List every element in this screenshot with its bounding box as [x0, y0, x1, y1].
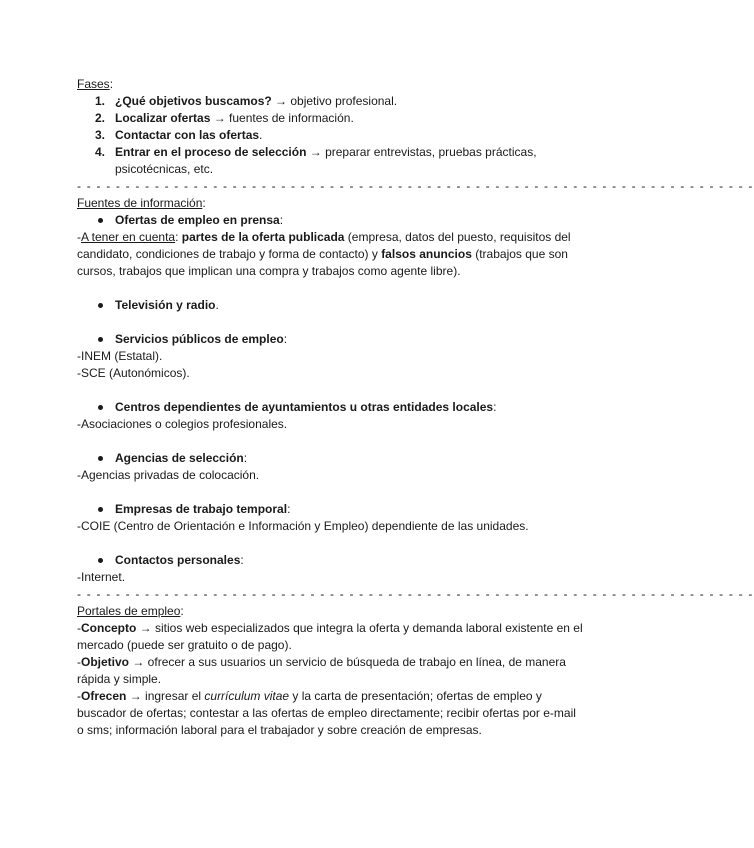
public-line: -SCE (Autonómicos).: [77, 366, 190, 380]
phases-heading: Fases: [77, 77, 110, 91]
contacts-line: -Internet.: [77, 570, 126, 584]
bullet-dot-icon: [98, 303, 103, 308]
section-divider: - - - - - - - - - - - - - - - - - - - - - - - - - - - - - - - - - - - - - - - - - - - - - - - - - - - - - - - - - - - - - - - - - - - - - -: [77, 179, 754, 193]
temp-line: -COIE (Centro de Orientación e Información y Empleo) dependiente de las unidades.: [77, 519, 529, 533]
centers-line: -Asociaciones o colegios profesionales.: [77, 417, 288, 431]
agencies-line: -Agencias privadas de colocación.: [77, 468, 260, 482]
bullet-tv: Televisión y radio.: [77, 297, 585, 314]
bullet-dot-icon: [98, 507, 103, 512]
section-divider: - - - - - - - - - - - - - - - - - - - - - - - - - - - - - - - - - - - - - - - - - - - - - - - - - - - - - - - - - - - - - - - - - - - - - -: [77, 587, 754, 601]
press-paragraph: -A tener en cuenta: partes de la oferta publicada (empresa, datos del puesto, requisitos del candidato, condiciones de trabajo y forma de contacto) y falsos anuncios (trabajos que son cursos, trabajos que implican una compra y trabajos como agente libre).: [77, 230, 571, 278]
phase-item: 4. Entrar en el proceso de selección → preparar entrevistas, pruebas prácticas, psicotécnicas, etc.: [95, 145, 537, 176]
sources-heading-line: Fuentes de información:: [77, 196, 206, 210]
bullet-dot-icon: [98, 405, 103, 410]
phase-item: 2. Localizar ofertas → fuentes de información.: [95, 111, 354, 125]
bullet-dot-icon: [98, 456, 103, 461]
bullet-dot-icon: [98, 558, 103, 563]
portals-offer: -Ofrecen → ingresar el currículum vitae y la carta de presentación; ofertas de empleo y buscador de ofertas; contestar a las ofertas de empleo directamente; recibir ofertas por e-mail o sms; información laboral para el trabajador y sobre creación de empresas.: [77, 689, 576, 737]
bullet-contacts: Contactos personales:: [77, 552, 585, 569]
portals-heading-line: Portales de empleo:: [77, 604, 184, 618]
portals-heading: Portales de empleo: [77, 604, 181, 618]
phases-heading-line: Fases:: [77, 77, 114, 91]
bullet-agencies: Agencias de selección:: [77, 450, 585, 467]
bullet-centers: Centros dependientes de ayuntamientos u otras entidades locales:: [77, 399, 585, 416]
bullet-dot-icon: [98, 218, 103, 223]
phase-item: 3. Contactar con las ofertas.: [95, 128, 263, 142]
sources-heading: Fuentes de información: [77, 196, 203, 210]
portals-concept: -Concepto → sitios web especializados que integra la oferta y demanda laboral existente en el mercado (puede ser gratuito o de pago).: [77, 621, 583, 652]
bullet-press: Ofertas de empleo en prensa:: [77, 212, 585, 229]
bullet-temp: Empresas de trabajo temporal:: [77, 501, 585, 518]
public-line: -INEM (Estatal).: [77, 349, 163, 363]
phases-list: [77, 93, 585, 178]
phase-item: 1. ¿Qué objetivos buscamos? → objetivo profesional.: [95, 94, 398, 108]
portals-objective: -Objetivo → ofrecer a sus usuarios un servicio de búsqueda de trabajo en línea, de manera rápida y simple.: [77, 655, 566, 686]
bullet-dot-icon: [98, 337, 103, 342]
bullet-public: Servicios públicos de empleo:: [77, 331, 585, 348]
